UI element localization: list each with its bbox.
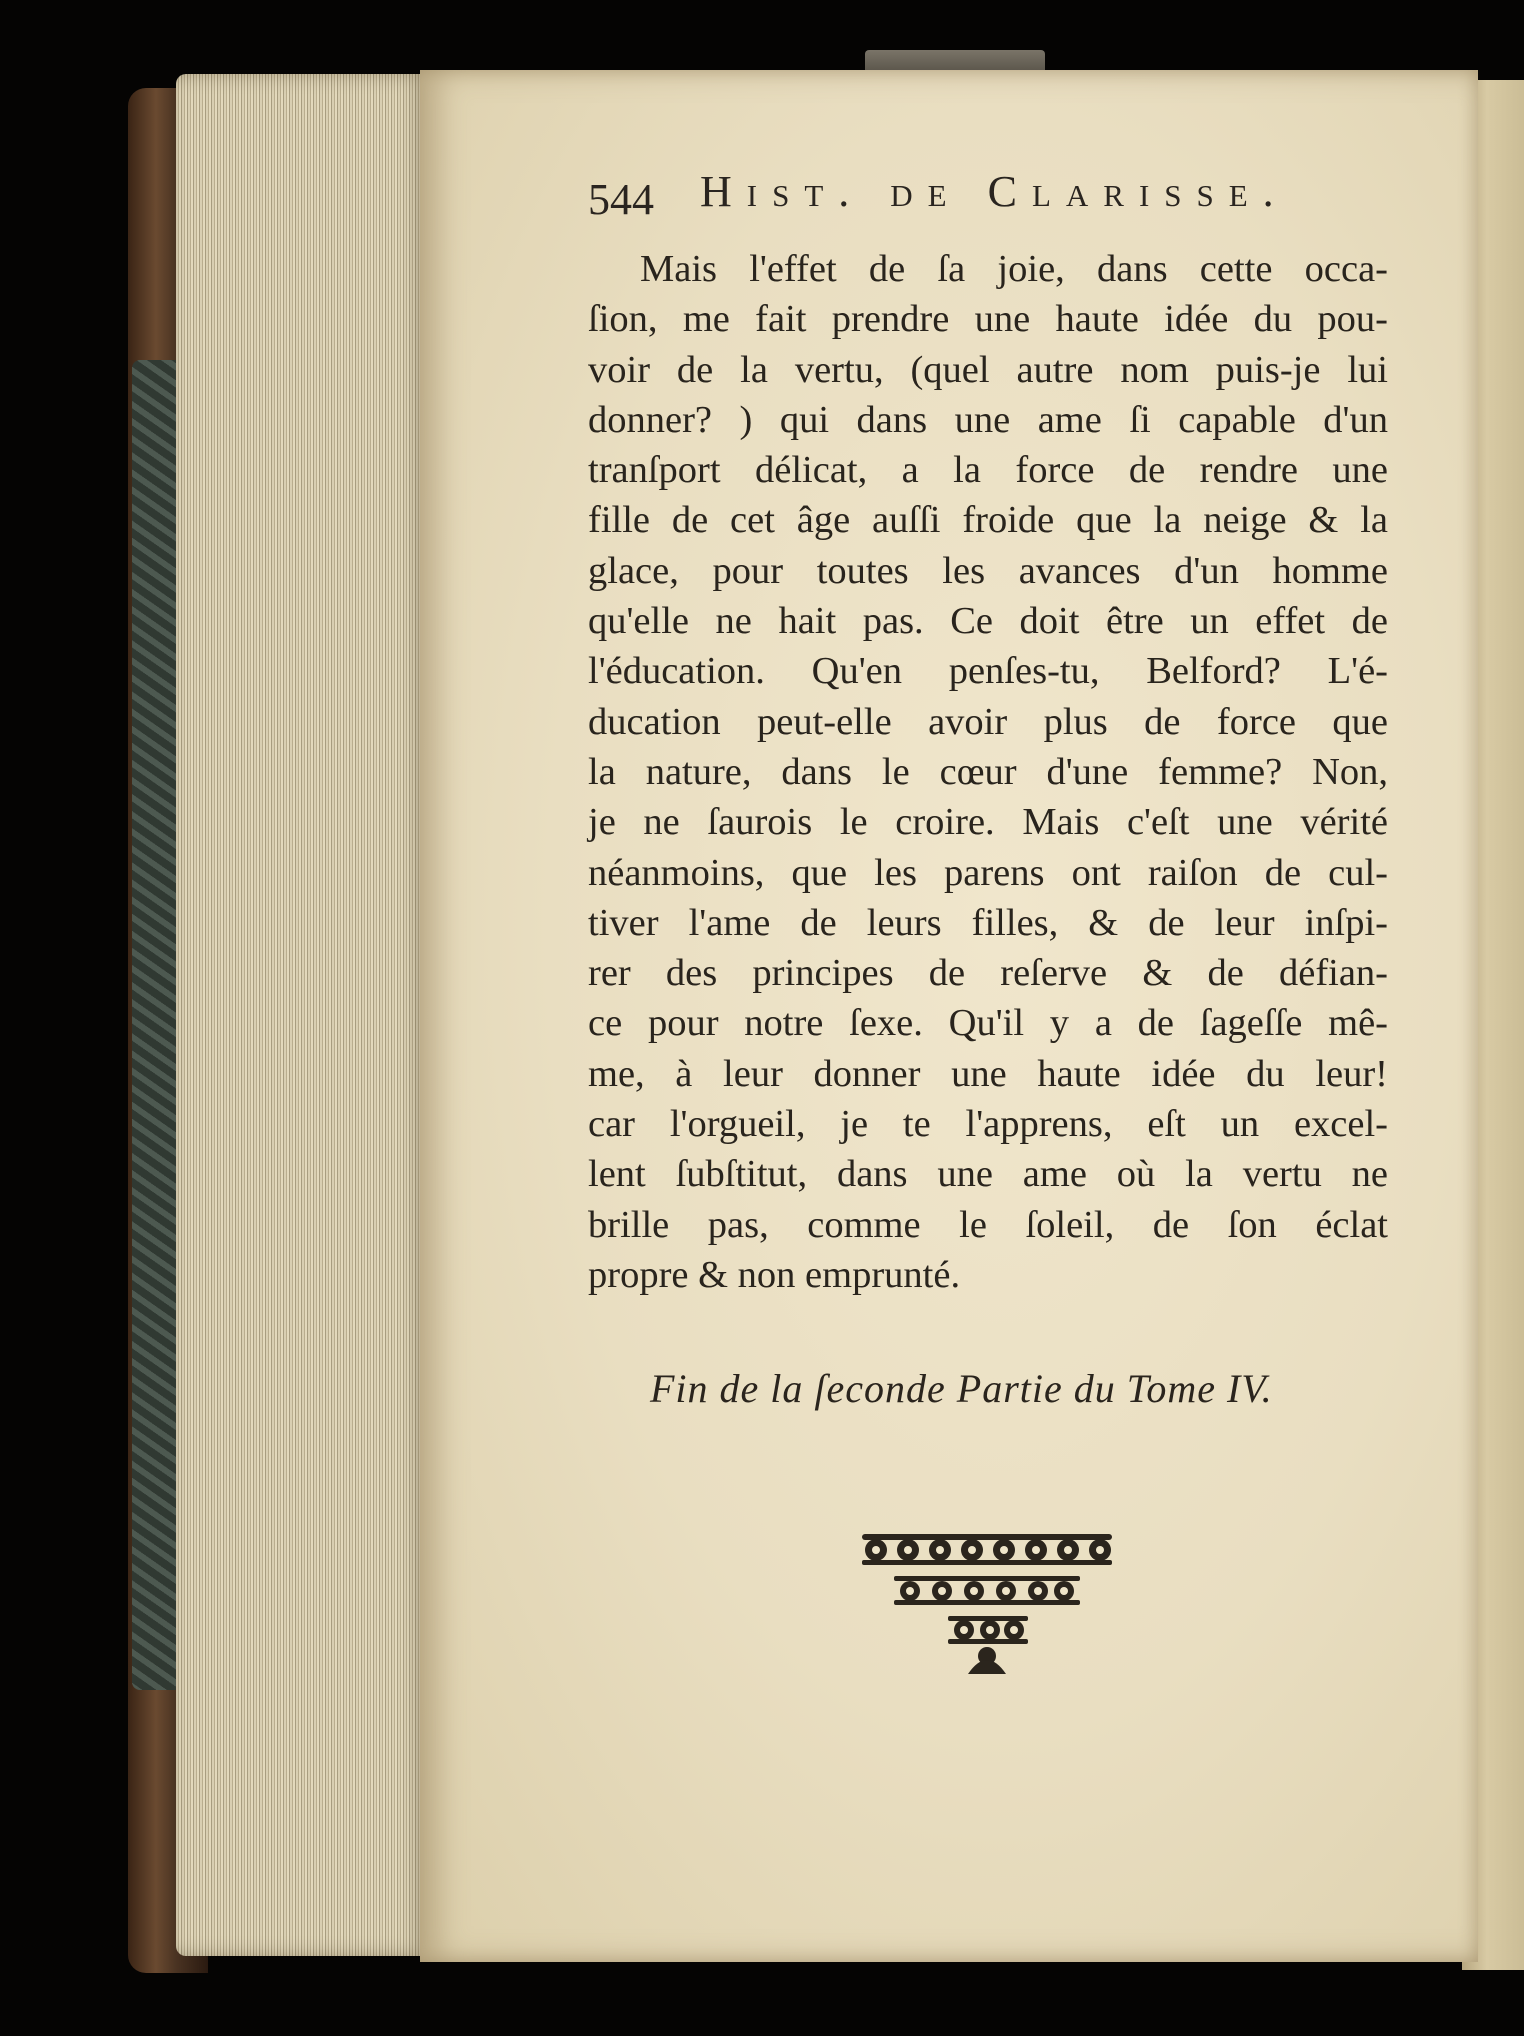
text-line: glace, pour toutes les avances d'un homme [588, 549, 1388, 592]
text-line: fille de cet âge auſſi froide que la neige & la [588, 499, 1388, 542]
text-line: voir de la vertu, (quel autre nom puis-je lui [588, 348, 1388, 391]
text-line: je ne ſaurois le croire. Mais c'eſt une vérité [588, 801, 1388, 844]
page-edges [176, 74, 426, 1956]
page-number: 544 [588, 175, 654, 224]
text-line: tranſport délicat, a la force de rendre une [588, 449, 1388, 492]
text-line: me, à leur donner une haute idée du leur! [588, 1052, 1388, 1095]
text-line: ſion, me fait prendre une haute idée du pou- [588, 298, 1388, 341]
ornament-finial [968, 1647, 1006, 1674]
text-line: la nature, dans le cœur d'une femme? Non, [588, 750, 1388, 793]
text-line: propre & non emprunté. [588, 1253, 961, 1296]
ornament-row-2 [894, 1576, 1080, 1605]
text-line: Mais l'effet de ſa joie, dans cette occa- [640, 248, 1388, 290]
text-line: l'éducation. Qu'en penſes-tu, Belford? L'é- [588, 650, 1388, 693]
end-note: Fin de la ſeconde Partie du Tome IV. [650, 1366, 1273, 1411]
text-line: donner? ) qui dans une ame ſi capable d'un [588, 398, 1388, 441]
running-title: Hist. de Clarisse. [700, 167, 1289, 216]
text-line: ducation peut-elle avoir plus de force que [588, 700, 1388, 743]
body-text [588, 244, 1388, 1300]
text-line: lent ſubſtitut, dans une ame où la vertu ne [588, 1153, 1388, 1196]
ornament-row-1 [862, 1534, 1112, 1565]
text-line: rer des principes de reſerve & de défian- [588, 952, 1388, 995]
text-line: néanmoins, que les parens ont raiſon de cul- [588, 851, 1388, 894]
running-header [588, 166, 1388, 230]
text-line: tiver l'ame de leurs filles, & de leur inſpi- [588, 901, 1388, 944]
text-line: car l'orgueil, je te l'apprens, eſt un excel- [588, 1103, 1388, 1146]
text-line: brille pas, comme le ſoleil, de ſon éclat [588, 1203, 1388, 1246]
fleuron-ornament-icon [856, 1528, 1118, 1678]
text-line: qu'elle ne hait pas. Ce doit être un effet de [588, 600, 1388, 643]
text-line: ce pour notre ſexe. Qu'il y a de ſageſſe mê- [588, 1002, 1388, 1045]
